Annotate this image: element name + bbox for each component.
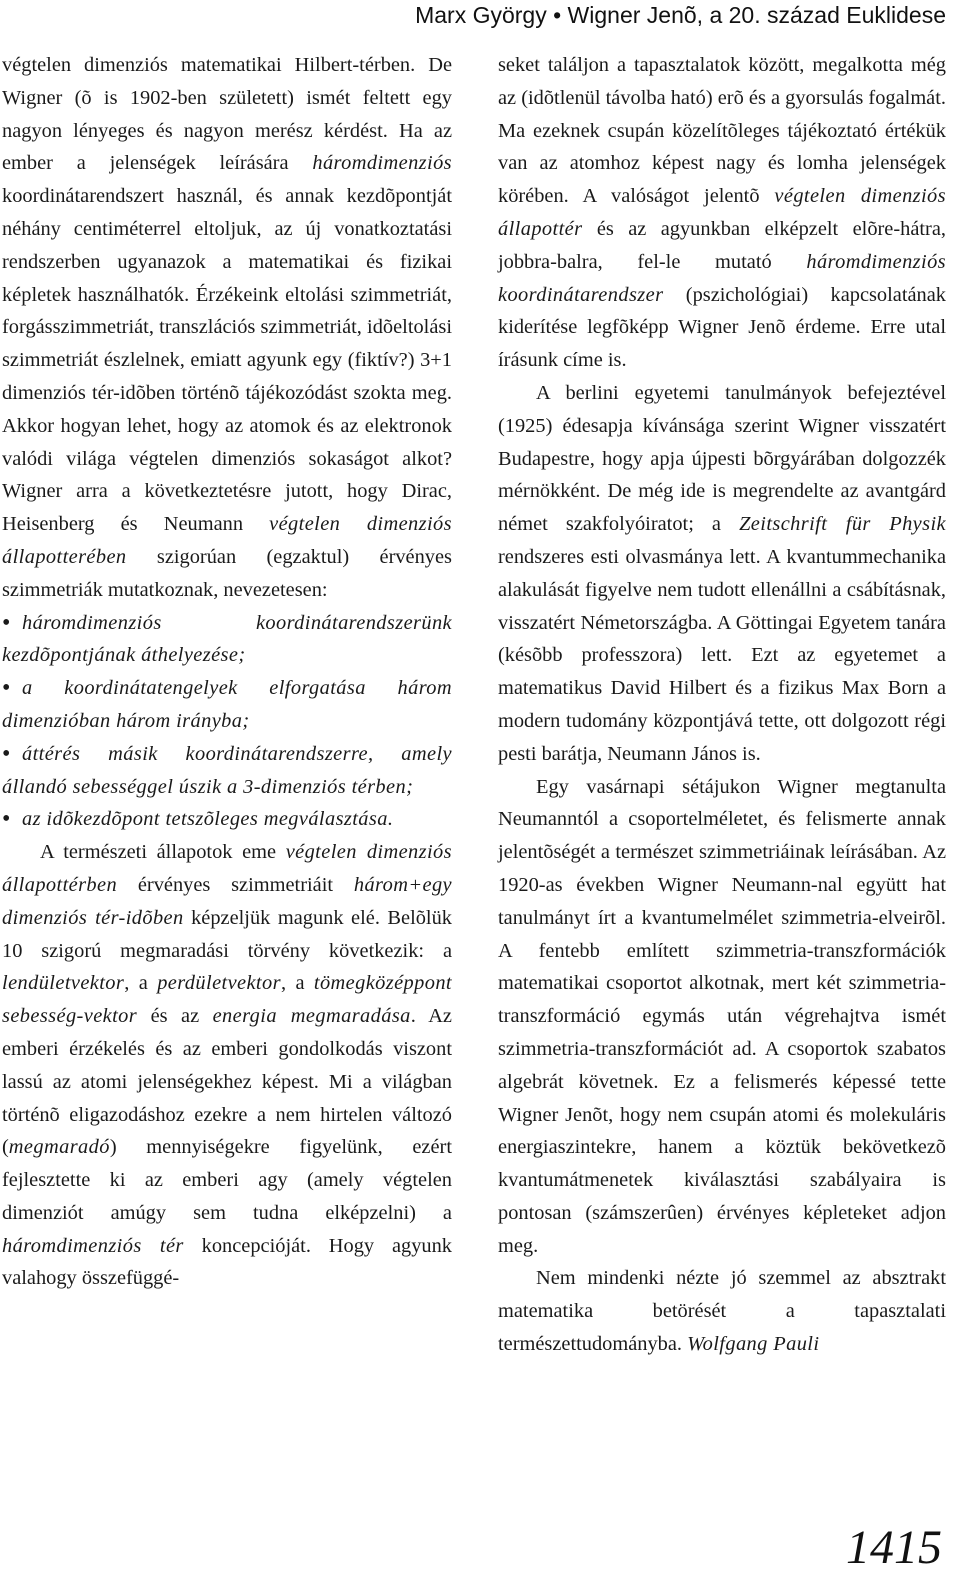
page-number: 1415 bbox=[846, 1521, 942, 1574]
italic-term: végtelen dimenziós állapottér bbox=[498, 185, 946, 240]
text-run: szigorúan (egzaktul) érvényes szimmetriák mutatkoznak, nevezetesen: bbox=[2, 545, 452, 601]
italic-term: lendületvektor bbox=[2, 972, 125, 995]
paragraph-continuation bbox=[498, 49, 946, 377]
text-run: koncepcióját. Hogy agyunk valahogy összefüggé- bbox=[2, 1234, 452, 1290]
text-run: és az agyunkban elképzelt elõre-hátra, jobbra-balra, fel-le mutató bbox=[498, 217, 946, 273]
symmetry-list-item: • az idõkezdõpont tetszõleges megválasztása. bbox=[2, 803, 452, 836]
paragraph-conservation-laws bbox=[2, 836, 452, 1295]
symmetry-list-item: • a koordinátatengelyek elforgatása három dimenzióban három irányba; bbox=[2, 672, 452, 738]
text-run: Nem mindenki nézte jó szemmel az absztrakt matematika betörését a tapasztalati természettudományba. bbox=[498, 1267, 946, 1356]
italic-term: végtelen dimenziós állapottérben bbox=[2, 841, 452, 896]
text-run: rendszeres esti olvasmánya lett. A kvantummechanika alakulását figyelve nem tudott ellenállni a csábításnak, visszatért Németországba. A Göttingai Egyetem tanára (késõbb professzora) lett. Ezt az egyetemet a matematikus David Hilbert és a fizikus Max Born a modern tudomány központjává tette, ott dolgozott régi pesti barátja, Neumann János is. bbox=[498, 545, 946, 765]
text-run: érvényes szimmetriáit bbox=[117, 873, 354, 896]
text-run: , a bbox=[280, 972, 314, 995]
text-run: seket találjon a tapasztalatok között, megalkotta még az (idõtlenül távolba ható) erõ és a gyorsulás fogalmát. Ma ezeknek csupán közelítõleges tájékoztató értékük van az atomhoz képest nagy és lomha jelenségek körében. A valóságot jelentõ bbox=[498, 54, 946, 208]
italic-term: háromdimenziós koordinátarendszer bbox=[498, 250, 946, 306]
text-run: végtelen dimenziós matematikai Hilbert-térben. De Wigner (õ is 1902-ben született) ismét feltett egy nagyon lényeges és nagyon merész kérdést. Ha az ember a jelenségek leírására bbox=[2, 54, 452, 175]
text-run: A természeti állapotok eme bbox=[40, 841, 286, 864]
italic-term: Zeitschrift für Physik bbox=[739, 513, 946, 536]
right-column bbox=[498, 49, 946, 1361]
running-header: Marx György • Wigner Jenõ, a 20. század Euklidese bbox=[415, 2, 946, 28]
text-run: és az bbox=[137, 1005, 213, 1028]
italic-term: háromdimenziós bbox=[312, 152, 452, 175]
paragraph-pauli bbox=[498, 1262, 946, 1360]
text-run: . Az emberi érzékelés és az emberi gondolkodás viszont lassú az atomi jelenségekhez képest. Mi a világban történõ eligazodáshoz ezekre a nem hirtelen változó ( bbox=[2, 1005, 452, 1159]
italic-term: energia megmaradása bbox=[212, 1005, 411, 1028]
italic-term: végtelen dimenziós állapotterében bbox=[2, 513, 452, 568]
symmetry-list-item: • háromdimenziós koordinátarendszerünk kezdõpontjának áthelyezése; bbox=[2, 607, 452, 673]
italic-term: Wolfgang Pauli bbox=[687, 1333, 820, 1356]
text-run: (pszichológiai) kapcsolatának kiderítése legfõképp Wigner Jenõ érdeme. Erre utal írásunk címe is. bbox=[498, 283, 946, 372]
paragraph-group-theory: Egy vasárnapi sétájukon Wigner megtanulta Neumanntól a csoportelméletet, és felismerte annak jelentõségét a természet szimmetriáinak leírásában. Az 1920-as években Wigner Neumann-nal együtt hat tanulmányt írt a kvantumelmélet szimmetria-elveirõl. A fentebb említett szimmetria-transzformációk matematikai csoportot alkotnak, mert két szimmetria-transzformáció egymás után végrehajtva ismét szimmetria-transzformációt ad. A csoportok szabatos algebrát követnek. Ez a felismerés képessé tette Wigner Jenõt, hogy nem csupán atomi és molekuláris energiaszintekre, hanem a köztük bekövetkezõ kvantumátmenetek kiválasztási szabályaira is pontosan (számszerûen) érvényes képleteket adjon meg. bbox=[498, 775, 946, 1257]
italic-term: három+egy dimenziós tér-idõben bbox=[2, 873, 452, 929]
text-run: képzeljük magunk elé. Belõlük 10 szigorú megmaradási törvény következik: a bbox=[2, 906, 452, 962]
italic-term: háromdimenziós tér bbox=[2, 1234, 184, 1257]
left-column bbox=[2, 49, 452, 1295]
symmetry-list-item: • áttérés másik koordinátarendszerre, amely állandó sebességgel úszik a 3-dimenziós térben; bbox=[2, 738, 452, 804]
italic-term: tömegközéppont sebesség-vektor bbox=[2, 972, 452, 1028]
paragraph-berlin bbox=[498, 377, 946, 771]
text-run: , a bbox=[124, 972, 158, 995]
text-run: A berlini egyetemi tanulmányok befejeztével (1925) édesapja kívánsága szerint Wigner visszatért Budapestre, hogy apja újpesti bõrgyárában dolgozzék mérnökként. De még ide is megrendelte az avantgárd német szakfolyóiratot; a bbox=[498, 381, 946, 536]
italic-term: megmaradó bbox=[8, 1136, 110, 1159]
symmetry-list bbox=[2, 607, 452, 837]
paragraph-intro bbox=[2, 49, 452, 607]
text-run: koordinátarendszert használ, és annak kezdõpontját néhány centiméterrel eltoljuk, az új vonatkoztatási rendszerben ugyanazok a matematikai és fizikai képletek használhatók. Érzékeink eltolási szimmetriát, forgásszimmetriát, transzlációs szimmetriát, idõeltolási szimmetriát észlelnek, emiatt agyunk egy (fiktív?) 3+1 dimenziós tér-idõben történõ tájékozódást szokta meg. Akkor hogyan lehet, hogy az atomok és az elektronok valódi világa végtelen dimenziós sokaságot alkot?Wigner arra a következtetésre jutott, hogy Dirac, Heisenberg és Neumann bbox=[2, 185, 452, 536]
italic-term: perdületvektor bbox=[157, 972, 281, 995]
text-run: ) mennyiségekre figyelünk, ezért fejlesztette ki az emberi agy (amely végtelen dimenziót amúgy sem tudna elképzelni) a bbox=[2, 1136, 452, 1224]
